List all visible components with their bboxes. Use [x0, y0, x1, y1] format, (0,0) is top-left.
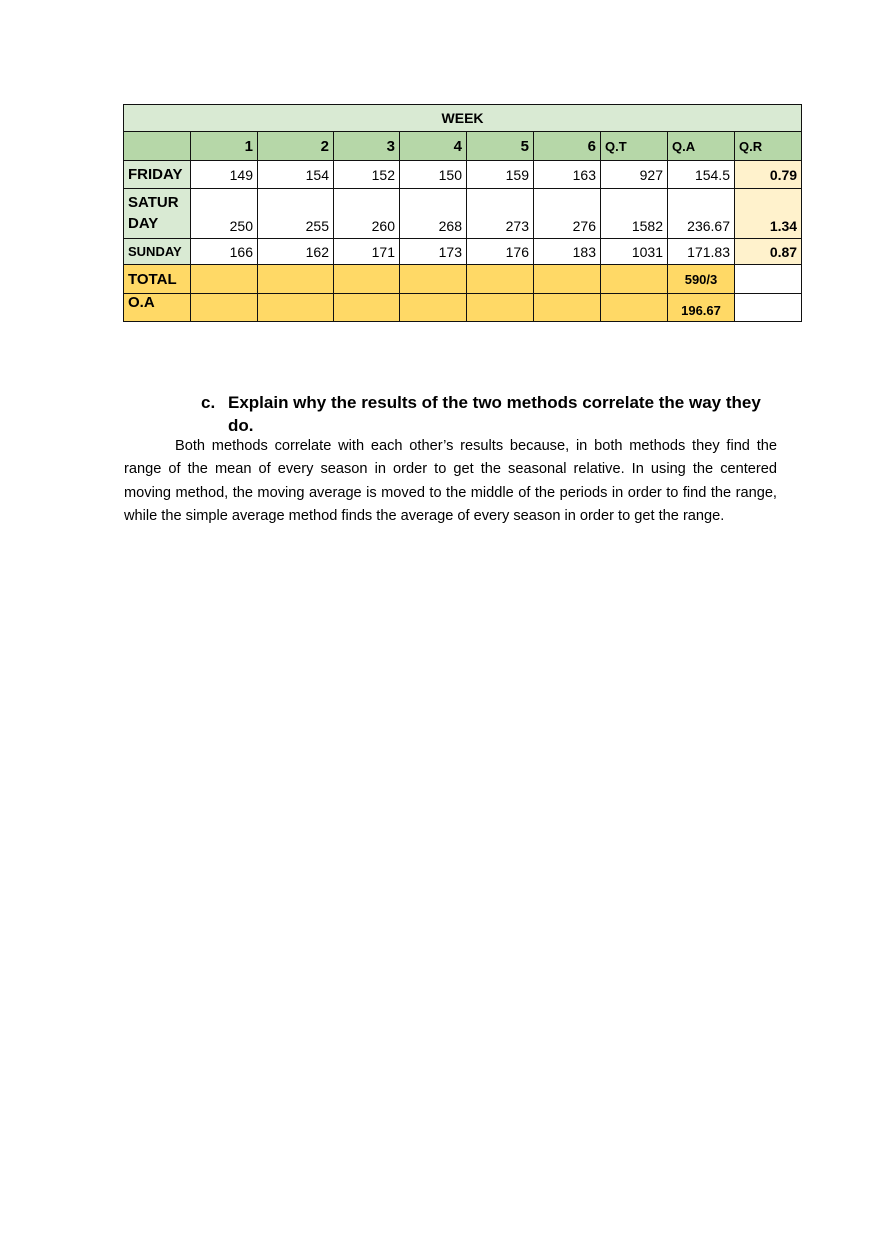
column-header: 1	[191, 132, 258, 161]
table-cell: 927	[601, 161, 668, 189]
table-cell: 273	[467, 189, 534, 239]
empty-cell	[467, 265, 534, 294]
column-header: 4	[400, 132, 467, 161]
empty-cell	[334, 265, 400, 294]
table-cell: 236.67	[668, 189, 735, 239]
column-header: 2	[258, 132, 334, 161]
seasonal-table	[123, 104, 802, 322]
row-label-line: DAY	[128, 215, 159, 232]
column-header: 5	[467, 132, 534, 161]
heading-text: Explain why the results of the two methods correlate the way they do.	[228, 393, 761, 435]
table-cell: 268	[400, 189, 467, 239]
qr-cell: 0.87	[735, 239, 802, 265]
table-cell: 171	[334, 239, 400, 265]
empty-cell	[467, 294, 534, 322]
empty-cell	[191, 294, 258, 322]
week-header-row	[124, 105, 802, 132]
column-header: Q.R	[735, 132, 802, 161]
column-header: 6	[534, 132, 601, 161]
answer-paragraph: Both methods correlate with each other’s results because, in both methods they find the range of the mean of every season in order to get the seasonal relative. In using the centered moving method, the moving average is moved to the middle of the periods in order to find the range, while the simple average method finds the average of every season in order to get the range.	[124, 438, 777, 524]
empty-cell	[334, 294, 400, 322]
qr-cell: 0.79	[735, 161, 802, 189]
week-title: WEEK	[124, 105, 802, 132]
empty-cell	[601, 265, 668, 294]
table-cell: 171.83	[668, 239, 735, 265]
row-label: SUNDAY	[124, 239, 191, 265]
empty-cell	[534, 294, 601, 322]
oa-label: O.A	[124, 294, 191, 322]
table-cell: 183	[534, 239, 601, 265]
empty-cell	[258, 294, 334, 322]
table-row	[124, 189, 802, 239]
total-value: 590/3	[668, 265, 735, 294]
table-cell: 159	[467, 161, 534, 189]
table-cell: 260	[334, 189, 400, 239]
table-cell: 166	[191, 239, 258, 265]
table-cell: 163	[534, 161, 601, 189]
empty-cell	[601, 294, 668, 322]
table-cell: 255	[258, 189, 334, 239]
table-cell: 162	[258, 239, 334, 265]
table-cell: 250	[191, 189, 258, 239]
table-cell: 176	[467, 239, 534, 265]
section-heading	[201, 391, 781, 437]
table-cell: 152	[334, 161, 400, 189]
table-cell: 1582	[601, 189, 668, 239]
empty-cell	[735, 265, 802, 294]
oa-value: 196.67	[668, 294, 735, 322]
table-cell: 276	[534, 189, 601, 239]
qr-cell: 1.34	[735, 189, 802, 239]
list-marker: c.	[201, 393, 216, 412]
empty-cell	[735, 294, 802, 322]
table-cell: 154	[258, 161, 334, 189]
empty-cell	[258, 265, 334, 294]
column-header-row	[124, 132, 802, 161]
table-cell: 150	[400, 161, 467, 189]
row-label: FRIDAY	[124, 161, 191, 189]
empty-cell	[191, 265, 258, 294]
table-cell: 149	[191, 161, 258, 189]
table-row	[124, 239, 802, 265]
empty-cell	[534, 265, 601, 294]
column-header: Q.T	[601, 132, 668, 161]
column-header: Q.A	[668, 132, 735, 161]
column-header: 3	[334, 132, 400, 161]
table-row	[124, 161, 802, 189]
corner-cell	[124, 132, 191, 161]
empty-cell	[400, 265, 467, 294]
total-label: TOTAL	[124, 265, 191, 294]
oa-row	[124, 294, 802, 322]
empty-cell	[400, 294, 467, 322]
table-cell: 173	[400, 239, 467, 265]
row-label-line: SATUR	[128, 194, 179, 211]
row-label	[124, 189, 191, 239]
table-cell: 154.5	[668, 161, 735, 189]
total-row	[124, 265, 802, 294]
table-cell: 1031	[601, 239, 668, 265]
